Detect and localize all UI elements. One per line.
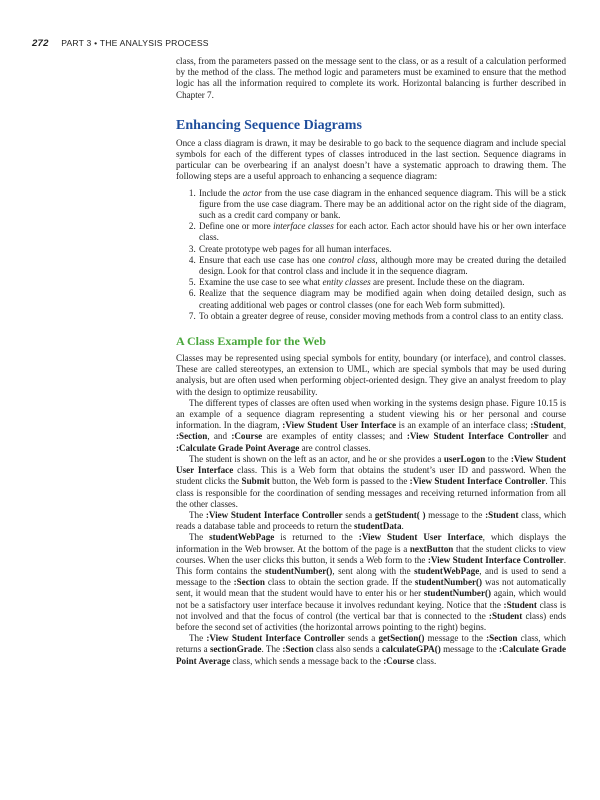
bold-term: studentNumber() (265, 565, 333, 576)
bold-term: :View Student User Interface (282, 420, 397, 431)
step-item: 6. Realize that the sequence diagram may be modified again when doing detailed design, such as creating additional web pages or control classes (one for each Web form submitted). (198, 288, 566, 310)
bold-term: studentWebPage (414, 565, 480, 576)
emphasis-term: actor (242, 187, 262, 198)
emphasis-term: control class (328, 254, 376, 265)
section2-paragraph-4: The :View Student Interface Controller sends a getStudent( ) message to the :Student class, which reads a database table and proceeds to return the studentData. (176, 509, 566, 532)
intro-paragraph: class, from the parameters passed on the message sent to the class, or as a result of a calculation performed by the method of the class. The method logic and parameters must be examined to ensure that the method logic has all the information required to complete its work. Horizontal balancing is further described in Chapter 7. (176, 56, 566, 100)
bold-term: :Student (488, 610, 523, 621)
bold-term: userLogon (443, 453, 486, 464)
section2-paragraph-2: The different types of classes are often used when working in the systems design phase. Figure 10.15 is an example of a sequence diagram representing a student viewing his or her personal and course information. In the diagram, :View Student User Interface is an example of an interface class; :Student, :Section, and :Course are examples of entity classes; and :View Student Interface Controller and :Calculate Grade Point Average are control classes. (176, 397, 566, 453)
bold-term: :View Student Interface Controller (427, 554, 564, 565)
bold-term: sectionGrade (209, 644, 262, 655)
steps-list (176, 188, 566, 322)
text-column (176, 56, 566, 667)
bold-term: :Section (233, 577, 265, 588)
step-item: 1. Include the actor from the use case diagram in the enhanced sequence diagram. This will be a stick figure from the use case diagram. There may be an additional actor on the right side of the diagram, such as a credit card company or bank. (198, 188, 566, 222)
bold-term: :Student (530, 420, 564, 431)
section-heading-enhancing: Enhancing Sequence Diagrams (176, 117, 362, 133)
section2-paragraph-1: Classes may be represented using special symbols for entity, boundary (or interface), and control classes. These are called stereotypes, an extension to UML, which are special symbols that may be used during analysis, but are often used when performing object-oriented design. They give an analyst freedom to play with the design to optimize reusability. (176, 353, 566, 397)
section1-paragraph: Once a class diagram is drawn, it may be desirable to go back to the sequence diagram and include special symbols for each of the different types of classes introduced in the last section. Sequence diagrams in particular can be overbearing if an analyst doesn’t have a systematic approach to drawing them. The following steps are a useful approach to enhancing a sequence diagram: (176, 137, 566, 182)
bold-term: :Calculate Grade Point Average (176, 644, 566, 666)
bold-term: :Student (503, 599, 537, 610)
bold-term: :Student (485, 509, 519, 520)
step-item: 2. Define one or more interface classes for each actor. Each actor should have his or her own interface class. (198, 221, 566, 243)
emphasis-term: interface classes (273, 221, 334, 232)
bold-term: nextButton (409, 543, 454, 554)
bold-term: studentWebPage (209, 532, 275, 543)
section2-paragraph-6: The :View Student Interface Controller sends a getSection() message to the :Section class, which returns a sectionGrade. The :Section class also sends a calculateGPA() message to the :Calculate Grade Point Average class, which sends a message back to the :Course class. (176, 633, 566, 666)
bold-term: Submit (241, 476, 270, 487)
step-item: 5. Examine the use case to see what entity classes are present. Include these on the diagram. (198, 277, 566, 288)
page-number: 272 (32, 38, 49, 49)
step-item: 3. Create prototype web pages for all human interfaces. (198, 244, 566, 255)
bold-term: studentNumber() (414, 577, 483, 588)
bold-term: :View Student Interface Controller (205, 509, 343, 520)
bold-term: :Course (231, 431, 263, 442)
bold-term: :View Student Interface Controller (409, 476, 546, 487)
running-title: PART 3 • THE ANALYSIS PROCESS (61, 38, 209, 48)
step-item: 7. To obtain a greater degree of reuse, consider moving methods from a control class to an entity class. (198, 311, 566, 322)
bold-term: calculateGPA() (381, 644, 441, 655)
bold-term: :Section (282, 644, 314, 655)
bold-term: :Section (486, 633, 518, 644)
section2-paragraph-3: The student is shown on the left as an actor, and he or she provides a userLogon to the :View Student User Interface class. This is a Web form that obtains the student’s user ID and password. When the student clicks the Submit button, the Web form is passed to the :View Student Interface Controller. This class is responsible for the coordination of sending messages and receiving returned information from all the other classes. (176, 453, 567, 509)
step-item: 4. Ensure that each use case has one control class, although more may be created during the detailed design. Look for that control class and include it in the sequence diagram. (198, 255, 566, 277)
bold-term: getStudent( ) (374, 509, 426, 520)
emphasis-term: entity classes (322, 277, 371, 288)
bold-term: :Course (383, 655, 414, 666)
bold-term: :View Student Interface Controller (406, 431, 549, 442)
bold-term: studentData (354, 521, 402, 532)
bold-term: :Calculate Grade Point Average (176, 442, 300, 453)
bold-term: studentNumber() (423, 588, 492, 599)
bold-term: getSection() (378, 633, 425, 644)
running-header (32, 38, 568, 54)
section2-paragraph-5: The studentWebPage is returned to the :View Student User Interface, which displays the information in the Web browser. At the bottom of the page is a nextButton that the student clicks to view courses. When the user clicks this button, it sends a Web form to the :View Student Interface Controller. This form contains the studentNumber(), sent along with the studentWebPage, and is used to send a message to the :Section class to obtain the section grade. If the studentNumber() was not automatically sent, it would mean that the student would have to enter his or her studentNumber() again, which would not be a satisfactory user interface because it involves redundant keying. Notice that the :Student class is not involved and that the focus of control (the vertical bar that is connected to the :Student class) ends before the second set of activities (the horizontal arrows pointing to the right) begins. (176, 532, 567, 632)
bold-term: :View Student Interface Controller (206, 633, 345, 644)
bold-term: :View Student User Interface (176, 453, 567, 476)
bold-term: :Section (176, 431, 208, 442)
section-heading-class-example: A Class Example for the Web (176, 334, 326, 349)
bold-term: :View Student User Interface (358, 532, 483, 543)
